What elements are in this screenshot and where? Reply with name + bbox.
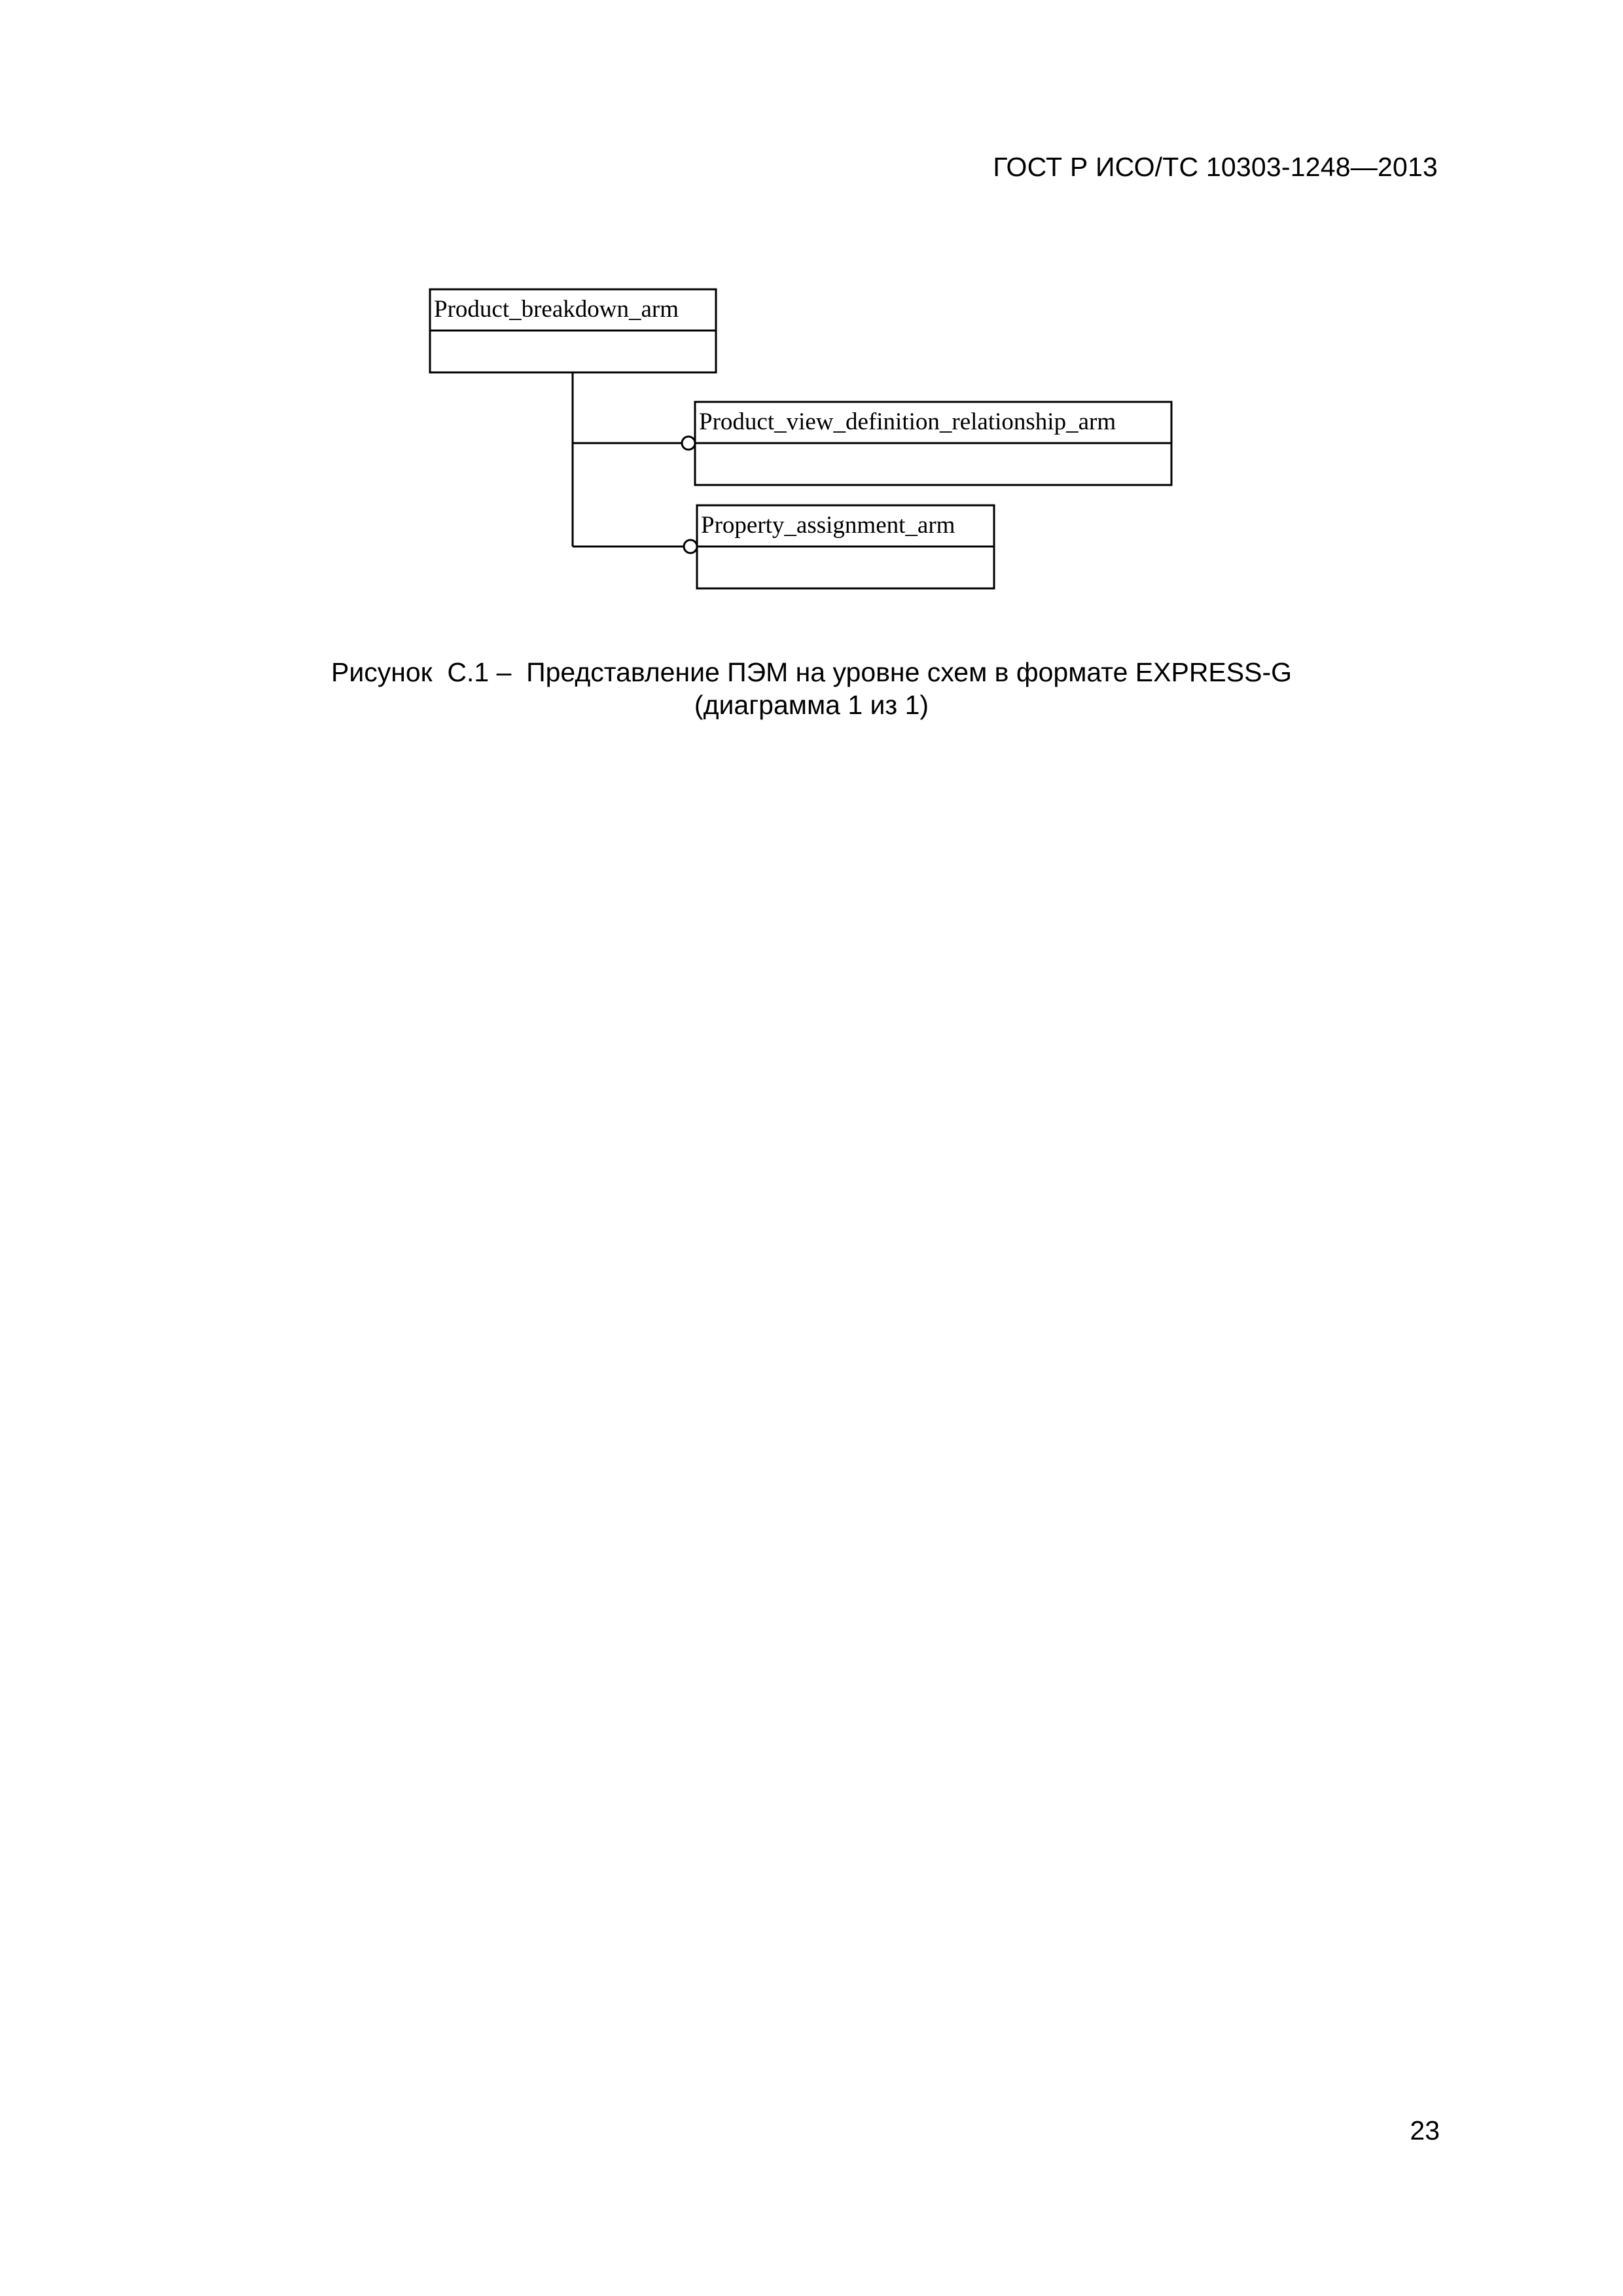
- relationship-lines: [573, 372, 697, 553]
- page-number: 23: [1410, 2115, 1440, 2145]
- entity-name-product-breakdown: Product_breakdown_arm: [434, 296, 679, 323]
- entity-name-property-assignment: Property_assignment_arm: [701, 512, 955, 539]
- relationship-end-circle-1: [682, 437, 695, 450]
- relationship-end-circle-2: [684, 540, 697, 553]
- figure-caption: [0, 656, 1623, 721]
- caption-line-2: (диаграмма 1 из 1): [694, 690, 929, 720]
- entity-name-product-view-definition-relationship: Product_view_definition_relationship_arm: [699, 408, 1116, 435]
- caption-line-1: Рисунок С.1 – Представление ПЭМ на уровне схем в формате EXPRESS-G: [330, 657, 1293, 687]
- entity-box-product-view-definition-relationship: [695, 402, 1171, 485]
- document-header: ГОСТ Р ИСО/ТС 10303-1248—2013: [993, 152, 1438, 182]
- entity-box-property-assignment: [697, 505, 994, 588]
- express-g-diagram: [0, 0, 1623, 655]
- entity-box-product-breakdown: [430, 289, 716, 372]
